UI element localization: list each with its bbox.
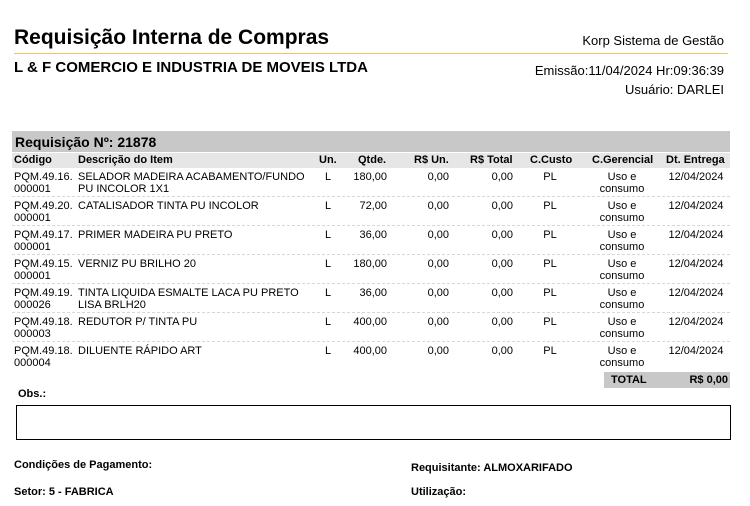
- table-row: [12, 342, 730, 371]
- cell-ccusto: PL: [543, 287, 557, 299]
- cell-codigo: PQM.49.16.000001: [14, 171, 73, 195]
- cell-cgerencial: Uso e consumo: [599, 287, 645, 311]
- cell-descricao: REDUTOR P/ TINTA PU: [78, 316, 198, 328]
- total-value: R$ 0,00: [689, 374, 728, 386]
- col-header-dt-entrega: Dt. Entrega: [666, 154, 725, 166]
- cell-dt-entrega: 12/04/2024: [668, 316, 724, 328]
- cell-un: L: [324, 171, 332, 183]
- cell-un: L: [324, 316, 332, 328]
- system-name: Korp Sistema de Gestão: [582, 33, 724, 48]
- cell-qtde: 180,00: [353, 171, 387, 183]
- cell-codigo: PQM.49.18.000003: [14, 316, 73, 340]
- cell-dt-entrega: 12/04/2024: [668, 200, 724, 212]
- table-row: [12, 284, 730, 313]
- table-row: [12, 255, 730, 284]
- cell-ccusto: PL: [543, 229, 557, 241]
- cell-un: L: [324, 229, 332, 241]
- cell-descricao: TINTA LIQUIDA ESMALTE LACA PU PRETO LISA BRLH20: [78, 287, 299, 311]
- cell-rs-un: 0,00: [427, 258, 449, 270]
- cell-un: L: [324, 345, 332, 357]
- cell-qtde: 400,00: [353, 345, 387, 357]
- cell-rs-un: 0,00: [427, 229, 449, 241]
- table-row: [12, 168, 730, 197]
- cell-ccusto: PL: [543, 316, 557, 328]
- sector: Setor: 5 - FABRICA: [14, 486, 114, 498]
- cell-dt-entrega: 12/04/2024: [668, 171, 724, 183]
- cell-ccusto: PL: [543, 200, 557, 212]
- cell-codigo: PQM.49.17.000001: [14, 229, 73, 253]
- cell-descricao: CATALISADOR TINTA PU INCOLOR: [78, 200, 259, 212]
- cell-rs-un: 0,00: [427, 287, 449, 299]
- cell-qtde: 36,00: [359, 287, 387, 299]
- obs-box: [16, 405, 731, 440]
- cell-ccusto: PL: [543, 345, 557, 357]
- table-row: [12, 313, 730, 342]
- cell-descricao: PRIMER MADEIRA PU PRETO: [78, 229, 233, 241]
- cell-rs-total: 0,00: [491, 258, 513, 270]
- col-header-un: Un.: [319, 154, 337, 166]
- obs-label: Obs.:: [18, 388, 47, 400]
- cell-dt-entrega: 12/04/2024: [668, 229, 724, 241]
- cell-dt-entrega: 12/04/2024: [668, 287, 724, 299]
- cell-rs-total: 0,00: [491, 287, 513, 299]
- cell-rs-total: 0,00: [491, 316, 513, 328]
- requester: Requisitante: ALMOXARIFADO: [411, 462, 573, 474]
- header-divider: [14, 53, 728, 54]
- user-info: Usuário: DARLEI: [625, 82, 724, 97]
- cell-rs-total: 0,00: [491, 200, 513, 212]
- cell-descricao: SELADOR MADEIRA ACABAMENTO/FUNDO PU INCOLOR 1X1: [78, 171, 305, 195]
- col-header-cgerencial: C.Gerencial: [592, 154, 654, 166]
- col-header-rs-un: R$ Un.: [414, 154, 449, 166]
- cell-rs-un: 0,00: [427, 171, 449, 183]
- cell-cgerencial: Uso e consumo: [599, 345, 645, 369]
- cell-qtde: 400,00: [353, 316, 387, 328]
- cell-cgerencial: Uso e consumo: [599, 258, 645, 282]
- cell-dt-entrega: 12/04/2024: [668, 258, 724, 270]
- table-row: [12, 226, 730, 255]
- cell-rs-un: 0,00: [427, 200, 449, 212]
- usage: Utilização:: [411, 486, 467, 498]
- cell-dt-entrega: 12/04/2024: [668, 345, 724, 357]
- company-name: L & F COMERCIO E INDUSTRIA DE MOVEIS LTDA: [14, 59, 368, 76]
- col-header-qtde: Qtde.: [358, 154, 387, 166]
- col-header-codigo: Código: [14, 154, 52, 166]
- cell-ccusto: PL: [543, 258, 557, 270]
- col-header-ccusto: C.Custo: [530, 154, 573, 166]
- col-header-rs-total: R$ Total: [470, 154, 513, 166]
- cell-descricao: DILUENTE RÁPIDO ART: [78, 345, 202, 357]
- report-title: Requisição Interna de Compras: [14, 26, 330, 49]
- cell-qtde: 36,00: [359, 229, 387, 241]
- cell-cgerencial: Uso e consumo: [599, 316, 645, 340]
- cell-cgerencial: Uso e consumo: [599, 200, 645, 224]
- table-row: [12, 197, 730, 226]
- cell-cgerencial: Uso e consumo: [599, 229, 645, 253]
- cell-descricao: VERNIZ PU BRILHO 20: [78, 258, 196, 270]
- cell-rs-total: 0,00: [491, 229, 513, 241]
- cell-un: L: [324, 258, 332, 270]
- cell-rs-un: 0,00: [427, 316, 449, 328]
- emission-info: Emissão:11/04/2024 Hr:09:36:39: [534, 63, 724, 78]
- cell-qtde: 180,00: [353, 258, 387, 270]
- cell-cgerencial: Uso e consumo: [599, 171, 645, 195]
- cell-ccusto: PL: [543, 171, 557, 183]
- cell-codigo: PQM.49.19.000026: [14, 287, 73, 311]
- cell-rs-total: 0,00: [491, 345, 513, 357]
- cell-codigo: PQM.49.18.000004: [14, 345, 73, 369]
- cell-codigo: PQM.49.15.000001: [14, 258, 73, 282]
- col-header-descricao: Descrição do Item: [78, 154, 173, 166]
- payment-conditions: Condições de Pagamento:: [14, 459, 153, 471]
- cell-un: L: [324, 287, 332, 299]
- cell-codigo: PQM.49.20.000001: [14, 200, 73, 224]
- cell-un: L: [324, 200, 332, 212]
- cell-rs-un: 0,00: [427, 345, 449, 357]
- total-label: TOTAL: [611, 374, 647, 386]
- requisition-title: Requisição Nº: 21878: [15, 134, 157, 150]
- cell-qtde: 72,00: [359, 200, 387, 212]
- cell-rs-total: 0,00: [491, 171, 513, 183]
